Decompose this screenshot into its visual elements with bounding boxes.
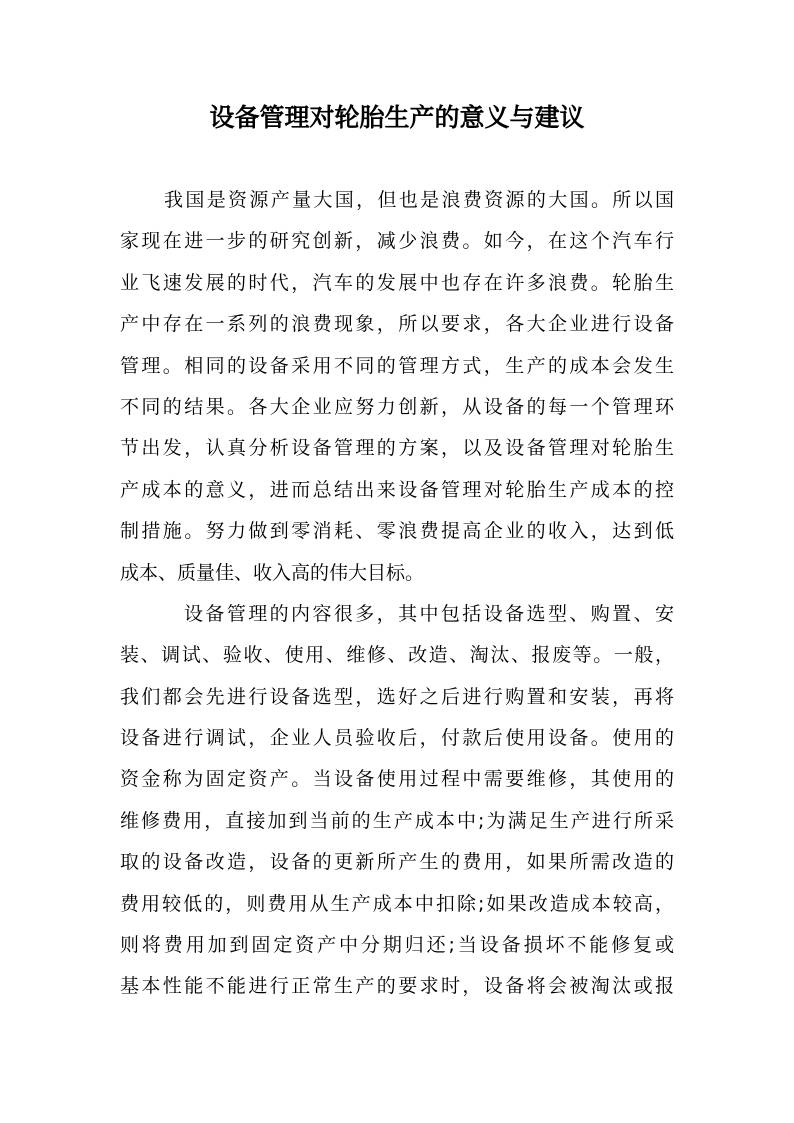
paragraph-line: 资金称为固定资产。当设备使用过程中需要维修，其使用的 xyxy=(120,768,674,791)
paragraph-1 xyxy=(120,180,674,594)
paragraph-line: 成本、质量佳、收入高的伟大目标。 xyxy=(120,561,425,584)
paragraph-line: 费用较低的，则费用从生产成本中扣除;如果改造成本较高， xyxy=(120,892,674,915)
paragraph-line: 装、调试、验收、使用、维修、改造、淘汰、报废等。一般， xyxy=(120,644,674,667)
paragraph-line: 不同的结果。各大企业应努力创新，从设备的每一个管理环 xyxy=(120,395,674,418)
paragraph-line: 节出发，认真分析设备管理的方案，以及设备管理对轮胎生 xyxy=(120,437,674,460)
paragraph-line: 基本性能不能进行正常生产的要求时，设备将会被淘汰或报 xyxy=(120,975,674,998)
paragraph-line: 产中存在一系列的浪费现象，所以要求，各大企业进行设备 xyxy=(120,313,674,336)
paragraph-line: 业飞速发展的时代，汽车的发展中也存在许多浪费。轮胎生 xyxy=(120,271,674,294)
paragraph-line: 制措施。努力做到零消耗、零浪费提高企业的收入，达到低 xyxy=(120,520,674,543)
paragraph-line: 设备管理的内容很多，其中包括设备选型、购置、安 xyxy=(184,602,674,625)
document-title: 设备管理对轮胎生产的意义与建议 xyxy=(209,103,585,132)
paragraph-line: 设备进行调试，企业人员验收后，付款后使用设备。使用的 xyxy=(120,727,674,750)
paragraph-line: 则将费用加到固定资产中分期归还;当设备损坏不能修复或 xyxy=(120,934,674,957)
document-body xyxy=(120,180,674,1008)
paragraph-line: 产成本的意义，进而总结出来设备管理对轮胎生产成本的控 xyxy=(120,478,674,501)
paragraph-2 xyxy=(120,594,674,1008)
paragraph-line: 维修费用，直接加到当前的生产成本中;为满足生产进行所采 xyxy=(120,809,674,832)
paragraph-line: 我们都会先进行设备选型，选好之后进行购置和安装，再将 xyxy=(120,685,674,708)
paragraph-line: 我国是资源产量大国，但也是浪费资源的大国。所以国 xyxy=(164,189,674,211)
paragraph-line: 家现在进一步的研究创新，减少浪费。如今，在这个汽车行 xyxy=(120,230,674,253)
paragraph-line: 取的设备改造，设备的更新所产生的费用，如果所需改造的 xyxy=(120,851,674,874)
paragraph-line: 管理。相同的设备采用不同的管理方式，生产的成本会发生 xyxy=(120,354,674,377)
